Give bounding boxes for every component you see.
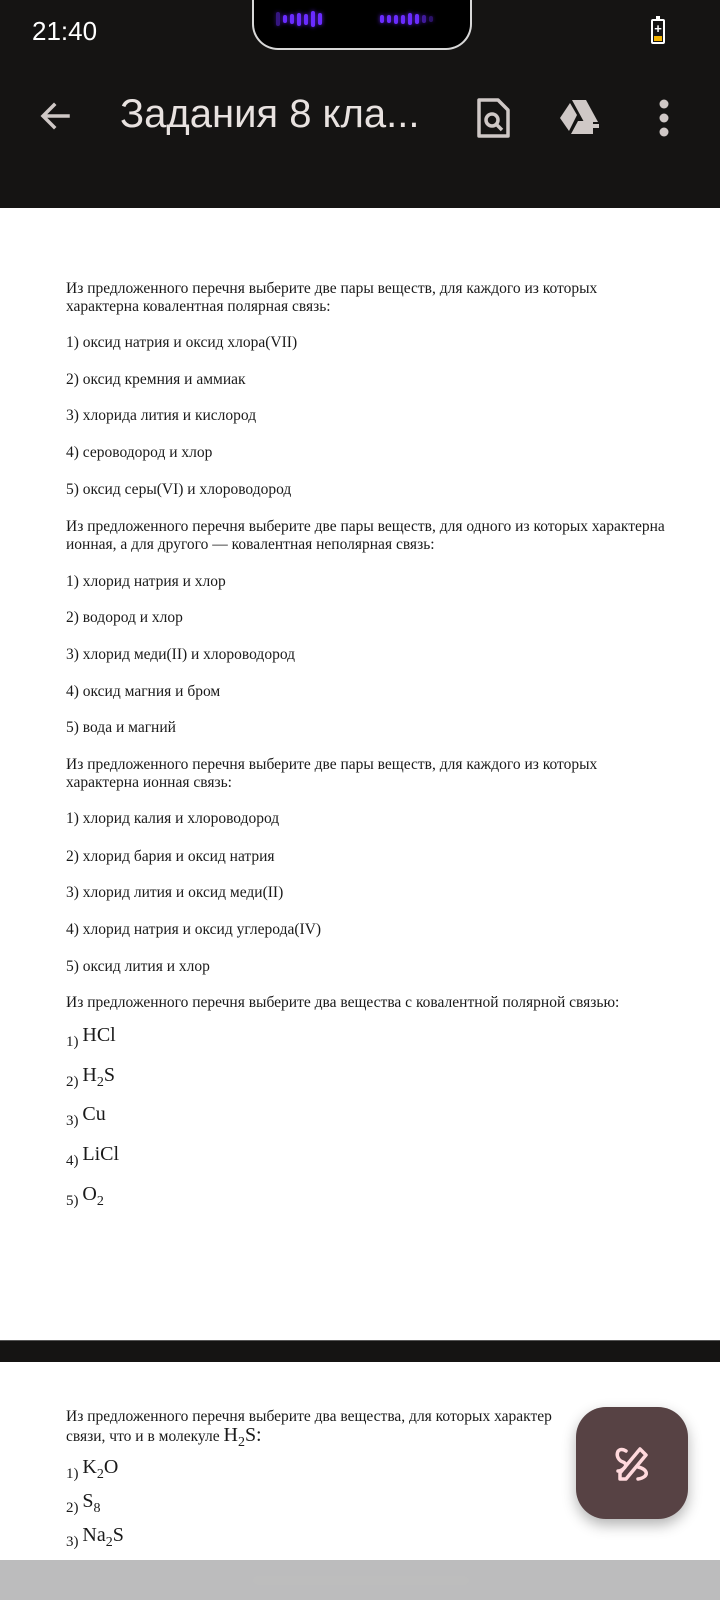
chemical-formula-rest: S [103,1064,115,1086]
formula-subscript: 2 [96,1194,104,1209]
question-3-option-3: 3) хлорид лития и оксид меди(II) [66,884,284,901]
option-number: 5) [66,1193,79,1209]
audio-wave-icon [276,10,322,28]
question-3-option-4: 4) хлорид натрия и оксид углерода(IV) [66,921,322,938]
question-3-option-2: 2) хлорид бария и оксид натрия [66,848,275,865]
question-1-option-5: 5) оксид серы(VI) и хлороводород [66,481,292,498]
app-bar [0,66,720,208]
option-number: 1) [66,1466,79,1482]
chemical-formula: K [82,1456,97,1478]
status-time: 21:40 [32,16,98,46]
audio-wave-icon-2 [380,10,433,28]
question-3-prompt [66,756,706,792]
question-4-option-4 [66,1143,120,1169]
camera-notch [252,0,472,50]
question-4-prompt: Из предложенного перечня выберите два вещества с ковалентной полярной связью: [66,994,620,1011]
question-4-option-2 [66,1066,115,1092]
chemical-formula: O [82,1183,97,1205]
annotate-fab-button[interactable] [576,1407,688,1519]
add-to-drive-button[interactable] [556,94,604,142]
question-1-option-3: 3) хлорида лития и кислород [66,407,257,424]
chemical-formula-rest: S [112,1524,124,1546]
prompt-line: характерна ковалентная полярная связь: [66,298,331,315]
page-separator [0,1340,720,1363]
question-2-prompt [66,518,706,554]
prompt-line: Из предложенного перечня выберите две пары веществ, для одного из которых характерна [66,518,665,535]
option-number: 2) [66,1074,79,1090]
prompt-text: связи, что и в молекуле [66,1428,224,1445]
question-2-option-2: 2) водород и хлор [66,609,183,626]
question-1-prompt [66,280,706,316]
prompt-line: Из предложенного перечня выберите две пары веществ, для каждого из которых [66,280,598,297]
back-button[interactable] [36,96,76,136]
chemical-formula: H [223,1424,238,1446]
option-number: 4) [66,1153,79,1169]
formula-subscript: 2 [96,1075,104,1090]
prompt-line: Из предложенного перечня выберите две пары веществ, для каждого из которых [66,756,598,773]
question-4-option-5 [66,1185,104,1211]
option-number: 2) [66,1500,79,1516]
formula-subscript: 2 [105,1535,113,1550]
question-1-option-2: 2) оксид кремния и аммиак [66,371,246,388]
formula-subscript: 8 [93,1501,101,1516]
question-1-option-4: 4) сероводород и хлор [66,444,213,461]
document-page-1[interactable] [0,208,720,1340]
more-vert-icon [640,94,688,142]
document-title: Задания 8 кла... [120,92,420,136]
question-5-option-1 [66,1458,118,1484]
chemical-formula-rest: S: [244,1424,262,1446]
chemical-formula: Na [82,1524,106,1546]
file-search-icon [470,94,518,142]
question-2-option-3: 3) хлорид меди(II) и хлороводород [66,646,296,663]
question-4-option-1 [66,1024,116,1050]
chemical-formula: Cu [82,1103,106,1125]
option-number: 1) [66,1034,79,1050]
question-1-option-1: 1) оксид натрия и оксид хлора(VII) [66,334,298,351]
formula-subscript: 2 [237,1435,245,1450]
question-3-option-5: 5) оксид лития и хлор [66,958,210,975]
chemical-formula: HCl [82,1024,116,1046]
question-5-option-2 [66,1492,101,1518]
formula-subscript: 2 [96,1467,104,1482]
option-number: 3) [66,1113,79,1129]
battery-charging-icon: + [651,19,665,44]
prompt-line: ионная, а для другого — ковалентная неполярная связь: [66,536,435,553]
question-3-option-1: 1) хлорид калия и хлороводород [66,810,280,827]
question-4-option-3 [66,1103,106,1129]
chemical-formula-rest: O [103,1456,119,1478]
find-in-document-button[interactable] [470,94,518,142]
prompt-line: характерна ионная связь: [66,774,232,791]
option-number: 3) [66,1534,79,1550]
arrow-left-icon [36,96,76,136]
question-2-option-1: 1) хлорид натрия и хлор [66,573,226,590]
drive-add-icon [556,94,608,142]
prompt-line: Из предложенного перечня выберите два вещества, для которых характер [66,1408,552,1425]
question-2-option-4: 4) оксид магния и бром [66,683,221,700]
draw-annotate-icon [576,1407,688,1519]
chemical-formula: H [82,1064,97,1086]
question-5-option-3 [66,1526,124,1552]
chemical-formula: S [82,1490,94,1512]
more-options-button[interactable] [640,94,688,142]
status-bar [0,0,720,66]
question-2-option-5: 5) вода и магний [66,719,176,736]
chemical-formula: LiCl [82,1143,120,1165]
